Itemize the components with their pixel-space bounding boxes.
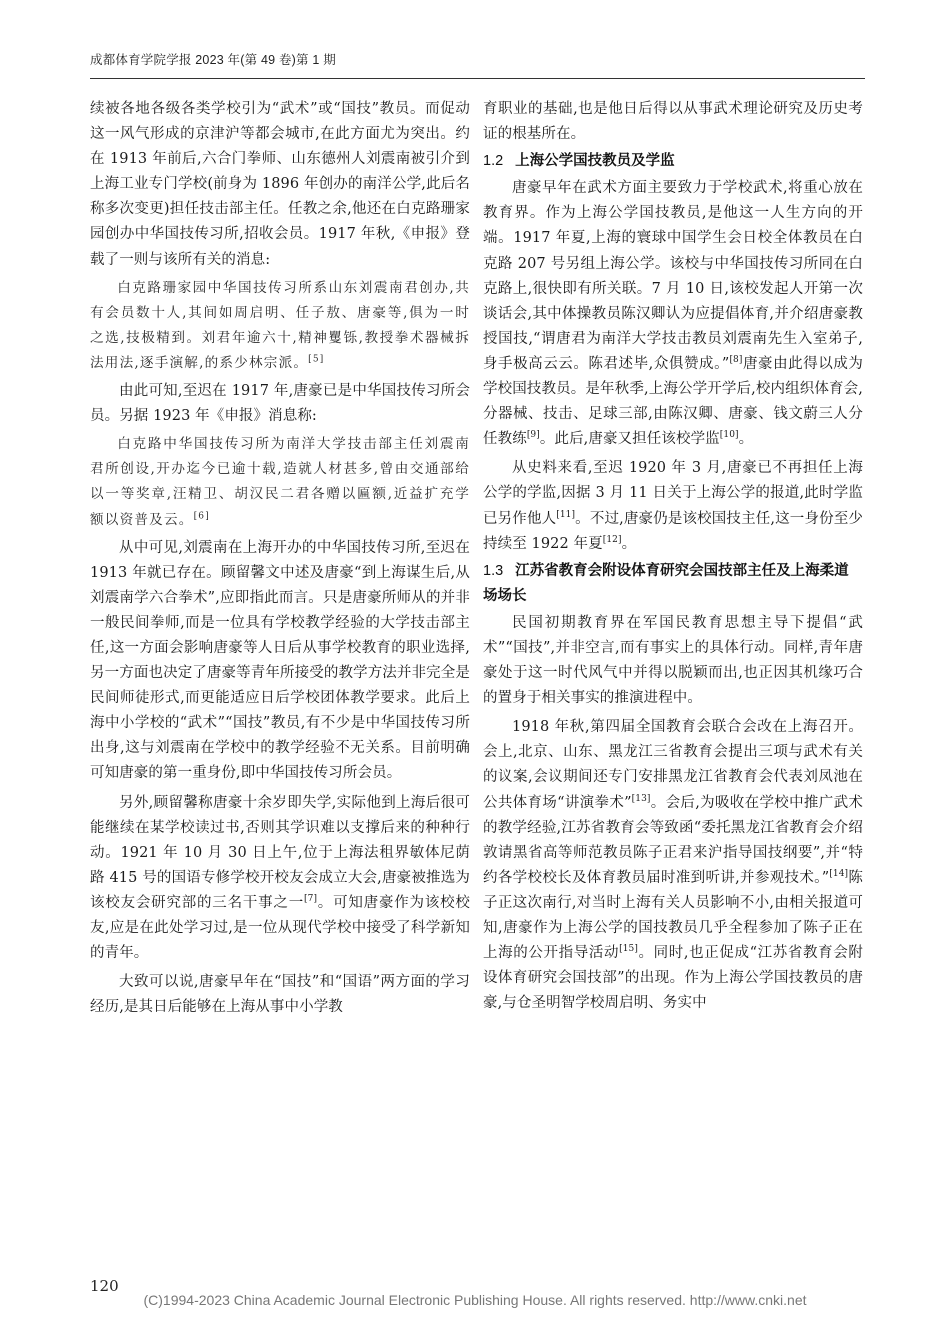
- paragraph: 从史料来看,至迟 1920 年 3 月,唐豪已不再担任上海公学的学监,因据 3 月 11 日关于上海公学的报道,此时学监已另作他人[11]。不过,唐豪仍是该校国技主任,这一身份至少持续至 1922 年夏[12]。: [483, 460, 863, 552]
- paragraph: 另外,顾留馨称唐豪十余岁即失学,实际他到上海后很可能继续在某学校读过书,否则其学识难以支撑后来的种种行动。1921 年 10 月 30 日上午,位于上海法租界敏体尼荫路 415 号的国语专修学校开校友会成立大会,唐豪被推选为该校友会研究部的三名干事之一[7]。可知唐豪作为该校校友,应是在此处学习过,是一位从现代学校中接受了科学新知的青年。: [90, 794, 470, 962]
- paragraph: 唐豪早年在武术方面主要致力于学校武术,将重心放在教育界。作为上海公学国技教员,是他这一人生方向的开端。1917 年夏,上海的寰球中国学生会日校全体教员在白克路 207 号另组上海公学。该校与中华国技传习所同在白克路上,很快即有所关联。7 月 10 日,该校发起人开第一次谈话会,其中体操教员陈汉卿认为应提倡体育,并介绍唐豪教授国技,“谓唐君为南洋大学技击教员刘震南先生入室弟子,身手极高云云。陈君述毕,众俱赞成。”[8]唐豪由此得以成为学校国技教员。是年秋季,上海公学开学后,校内组织体育会,分器械、技击、足球三部,由陈汉卿、唐豪、钱文蔚三人分任教练[9]。此后,唐豪又担任该校学监[10]。: [483, 180, 863, 448]
- page-number: 120: [90, 1277, 119, 1295]
- citation[interactable]: [13]: [631, 793, 651, 804]
- section-heading-1-3: 1.3 江苏省教育会附设体育研究会国技部主任及上海柔道场场长: [483, 562, 849, 604]
- left-column: [90, 97, 470, 1020]
- paragraph: 民国初期教育界在军国民教育思想主导下提倡“武术”“国技”,并非空言,而有事实上的具体行动。同样,青年唐豪处于这一时代风气中并得以脱颖而出,也正因其机缘巧合的置身于相关事实的推演进程中。: [483, 614, 863, 707]
- paragraph: 由此可知,至迟在 1917 年,唐豪已是中华国技传习所会员。另据 1923 年《申报》消息称:: [90, 383, 470, 425]
- paragraph: 从中可见,刘震南在上海开办的中华国技传习所,至迟在 1913 年就已存在。顾留馨文中述及唐豪“到上海谋生后,从刘震南学六合拳术”,应即指此而言。只是唐豪所师从的并非一般民间拳师,而是一位具有学校教学经验的大学技击部主任,这一方面会影响唐豪等人日后从事学校教育的职业选择,另一方面也决定了唐豪等青年所接受的教学方法并非完全是民间师徒形式,而更能适应日后学校团体教学要求。此后上海中小学校的“武术”“国技”教员,有不少是中华国技传习所出身,这与刘震南在学校中的教学经验不无关系。目前明确可知唐豪的第一重身份,即中华国技传习所会员。: [90, 539, 470, 782]
- paragraph: 1918 年秋,第四届全国教育会联合会改在上海召开。会上,北京、山东、黑龙江三省教育会提出三项与武术有关的议案,会议期间还专门安排黑龙江省教育会代表刘凤池在公共体育场“讲演拳术”[13]。会后,为吸收在学校中推广武术的教学经验,江苏省教育会等致函“委托黑龙江省教育会介绍敦请黑省高等师范教员陈子正君来沪指导国技纲要”,并“特约各学校校长及体育教员届时准到听讲,并参观技术。”[14]陈子正这次南行,对当时上海有关人员影响不小,由相关报道可知,唐豪作为上海公学的国技教员几乎全程参加了陈子正在上海的公开指导活动[15]。同时,也正促成“江苏省教育会附设体育研究会国技部”的出现。作为上海公学国技教员的唐豪,与仓圣明智学校周启明、务实中: [483, 719, 864, 1012]
- block-quote: 白克路中华国技传习所为南洋大学技击部主任刘震南君所创设,开办迄今已逾十载,造就人材甚多,曾由交通部给以一等奖章,汪精卫、胡汉民二君各赠以匾额,近益扩充学额以资普及云。[6]: [90, 436, 470, 528]
- citation[interactable]: [9]: [526, 430, 540, 441]
- citation[interactable]: [10]: [719, 430, 739, 441]
- citation[interactable]: [11]: [556, 509, 576, 520]
- citation[interactable]: [14]: [829, 868, 849, 879]
- citation[interactable]: [7]: [304, 894, 318, 905]
- citation[interactable]: [5]: [308, 354, 325, 365]
- right-column: [483, 97, 863, 1016]
- running-header: 成都体育学院学报 2023 年(第 49 卷)第 1 期: [90, 53, 336, 67]
- block-quote: 白克路珊家园中华国技传习所系山东刘震南君创办,共有会员数十人,其间如周启明、任子敖、唐豪等,俱为一时之选,技极精到。刘君年逾六十,精神矍铄,教授拳术器械拆法用法,逐手演解,的系少林宗派。[5]: [90, 279, 470, 371]
- paragraph: 大致可以说,唐豪早年在“国技”和“国语”两方面的学习经历,是其日后能够在上海从事中小学教: [90, 974, 470, 1016]
- paragraph: 续被各地各级各类学校引为“武术”或“国技”教员。而促动这一风气形成的京津沪等都会城市,在此方面尤为突出。约在 1913 年前后,六合门拳师、山东德州人刘震南被引介到上海工业专门学校(前身为 1896 年创办的南洋公学,此后名称多次变更)担任技击部主任。任教之余,他还在白克路珊家园创办中华国技传习所,招收会员。1917 年秋,《申报》登载了一则与该所有关的消息:: [90, 101, 470, 268]
- header-divider: [90, 78, 865, 79]
- citation[interactable]: [8]: [729, 355, 743, 366]
- paragraph: 育职业的基础,也是他日后得以从事武术理论研究及历史考证的根基所在。: [483, 101, 863, 143]
- copyright-footer: (C)1994-2023 China Academic Journal Electronic Publishing House. All rights reserved. http://www.cnki.net: [143, 1292, 807, 1308]
- section-heading-1-2: 1.2 上海公学国技教员及学监: [483, 153, 675, 170]
- citation[interactable]: [6]: [193, 510, 210, 521]
- citation[interactable]: [15]: [619, 944, 638, 955]
- citation[interactable]: [12]: [602, 534, 622, 545]
